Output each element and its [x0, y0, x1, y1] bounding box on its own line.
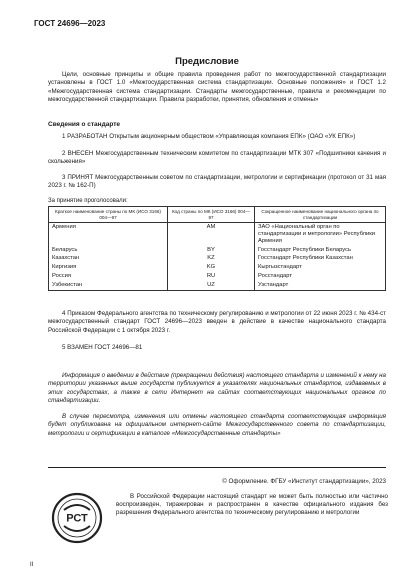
- logo-text: РСТ: [66, 512, 88, 525]
- table-row: [49, 246, 386, 255]
- code-cell: KG: [168, 263, 255, 272]
- body-cell: Росстандарт: [255, 272, 386, 281]
- notice-paragraph-1: Информация о введении в действие (прекращении действия) настоящего стандарта и изменений к нему на территории указанных выше государств публикуется в указателях национальных стандартов, издаваемых в этих государствах, а также в сети Интернет на сайтах соответствующих национальных органов по стандартизации.: [48, 372, 386, 404]
- code-cell: UZ: [168, 281, 255, 290]
- table-row: [49, 281, 386, 290]
- about-item-5: 5 ВЗАМЕН ГОСТ 24696—81: [62, 344, 143, 351]
- code-cell: KZ: [168, 254, 255, 263]
- body-cell: Узстандарт: [255, 281, 386, 290]
- country-cell: Киргизия: [49, 263, 168, 272]
- body-cell: ЗАО «Национальный орган по стандартизации и метрологии» Республики Армения: [255, 223, 386, 246]
- standard-number: ГОСТ 24696—2023: [34, 19, 106, 28]
- body-cell: Госстандарт Республики Беларусь: [255, 246, 386, 255]
- about-item-4: 4 Приказом Федерального агентства по техническому регулированию и метрологии от 22 июня 2023 г. № 434-ст межгосударственный стандарт ГОСТ 24696—2023 введен в действие в качестве национального стандарта Российской Федерации с 1 октября 2023 г.: [48, 310, 386, 334]
- table-row: [49, 263, 386, 272]
- country-cell: Армения: [49, 223, 168, 246]
- table-header-body: Сокращенное наименование национального органа по стандартизации: [255, 207, 386, 223]
- voted-caption: За принятие проголосовали:: [48, 198, 128, 204]
- code-cell: RU: [168, 272, 255, 281]
- about-item-3: 3 ПРИНЯТ Межгосударственным советом по стандартизации, метрологии и сертификации (протокол от 31 мая 2023 г. № 162-П): [48, 174, 386, 190]
- code-cell: BY: [168, 246, 255, 255]
- intro-paragraph: Цели, основные принципы и общие правила проведения работ по межгосударственной стандартизации установлены в ГОСТ 1.0 «Межгосударственная система стандартизации. Основные положения» и ГОСТ 1.2 «Межгосударственная система стандартизации. Стандарты межгосударственные, правила и рекомендации по межгосударственной стандартизации. Правила разработки, принятия, обновления и отмены»: [48, 71, 386, 103]
- about-item-1: 1 РАЗРАБОТАН Открытым акционерным обществом «Управляющая компания ЕПК» (ОАО «УК ЕПК»): [62, 133, 356, 140]
- country-cell: Казахстан: [49, 254, 168, 263]
- table-row: [49, 272, 386, 281]
- copyright-line: © Оформление. ФГБУ «Институт стандартизации», 2023: [222, 478, 386, 485]
- table-row: [49, 254, 386, 263]
- rst-certification-logo-icon: [50, 491, 104, 545]
- table-header-row: [49, 207, 386, 223]
- page-title: Предисловие: [175, 56, 239, 67]
- country-cell: Узбекистан: [49, 281, 168, 290]
- country-cell: Россия: [49, 272, 168, 281]
- country-cell: Беларусь: [49, 246, 168, 255]
- about-heading: Сведения о стандарте: [48, 121, 121, 128]
- rf-reproduction-notice: В Российской Федерации настоящий стандарт не может быть полностью или частично воспроизведен, тиражирован и распространен в качестве официального издания без разрешения Федерального агентства по техническому регулированию и метрологии: [116, 493, 388, 517]
- table-header-code: Код страны по МК (ИСО 3166) 004—97: [168, 207, 255, 223]
- body-cell: Госстандарт Республики Казахстан: [255, 254, 386, 263]
- table-header-country: Краткое наименование страны по МК (ИСО 3166) 004—97: [49, 207, 168, 223]
- divider: [48, 467, 386, 468]
- notice-paragraph-2: В случае пересмотра, изменения или отмены настоящего стандарта соответствующая информация будет опубликована на официальном интернет-сайте Межгосударственного совета по стандартизации, метрологии и сертификации в каталоге «Межгосударственные стандарты»: [48, 413, 386, 437]
- about-item-2: 2 ВНЕСЕН Межгосударственным техническим комитетом по стандартизации МТК 307 «Подшипники качения и скольжения»: [48, 150, 386, 166]
- body-cell: Кыргызстандарт: [255, 263, 386, 272]
- voting-states-table: [48, 206, 386, 291]
- page-number: II: [30, 562, 34, 568]
- code-cell: AM: [168, 223, 255, 246]
- table-row: [49, 223, 386, 246]
